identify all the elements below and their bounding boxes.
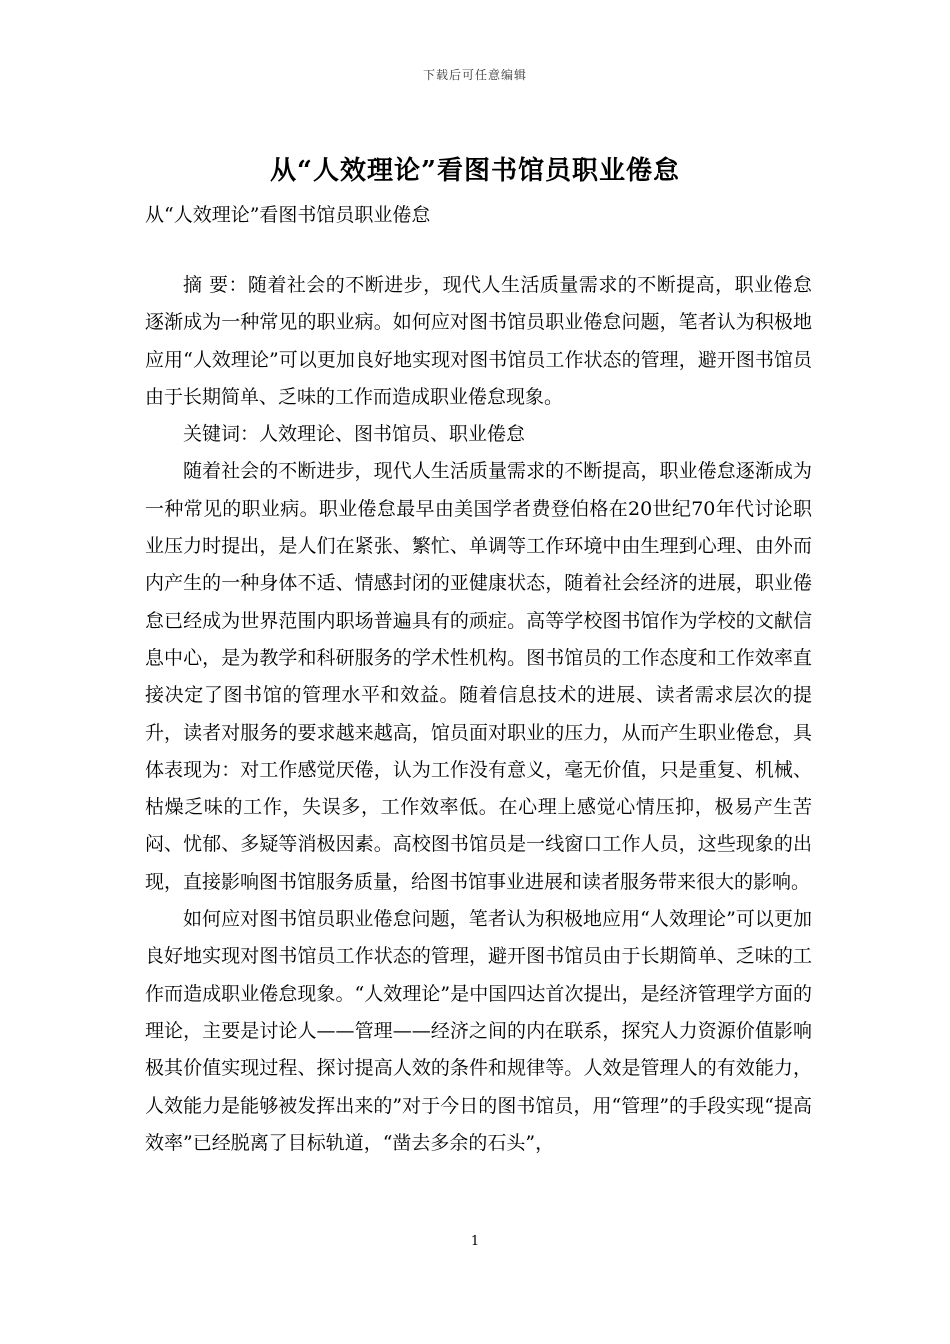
document-body (145, 267, 812, 1162)
page-number: 1 (470, 1234, 480, 1249)
abstract-paragraph: 摘 要：随着社会的不断进步，现代人生活质量需求的不断提高，职业倦怠逐渐成为一种常见的职业病。如何应对图书馆员职业倦怠问题，笔者认为积极地应用“人效理论”可以更加良好地实现对图书馆员工作状态的管理，避开图书馆员由于长期简单、乏味的工作而造成职业倦怠现象。 (145, 274, 812, 408)
document-subtitle: 从“人效理论”看图书馆员职业倦怠 (145, 204, 431, 226)
body-paragraph: 随着社会的不断进步，现代人生活质量需求的不断提高，职业倦怠逐渐成为一种常见的职业病。职业倦怠最早由美国学者费登伯格在20世纪70年代讨论职业压力时提出，是人们在紧张、繁忙、单调等工作环境中由生理到心理、由外而内产生的一种身体不适、情感封闭的亚健康状态，随着社会经济的进展，职业倦怠已经成为世界范围内职场普遍具有的顽症。高等学校图书馆作为学校的文献信息中心，是为教学和科研服务的学术性机构。图书馆员的工作态度和工作效率直接决定了图书馆的管理水平和效益。随着信息技术的进展、读者需求层次的提升，读者对服务的要求越来越高，馆员面对职业的压力，从而产生职业倦怠，具体表现为：对工作感觉厌倦，认为工作没有意义，毫无价值，只是重复、机械、枯燥乏味的工作，失误多，工作效率低。在心理上感觉心情压抑，极易产生苦闷、忧郁、多疑等消极因素。高校图书馆员是一线窗口工作人员，这些现象的出现，直接影响图书馆服务质量，给图书馆事业进展和读者服务带来很大的影响。 (145, 460, 812, 893)
document-title: 从“人效理论”看图书馆员职业倦怠 (270, 156, 680, 186)
body-paragraph: 如何应对图书馆员职业倦怠问题，笔者认为积极地应用“人效理论”可以更加良好地实现对图书馆员工作状态的管理，避开图书馆员由于长期简单、乏味的工作而造成职业倦怠现象。“人效理论”是中国四达首次提出，是经济管理学方面的理论，主要是讨论人——管理——经济之间的内在联系，探究人力资源价值影响极其价值实现过程、探讨提高人效的条件和规律等。人效是管理人的有效能力，人效能力是能够被发挥出来的”对于今日的图书馆员，用“管理”的手段实现“提高效率”已经脱离了目标轨道，“凿去多余的石头”， (145, 908, 812, 1154)
header-note: 下载后可任意编辑 (422, 68, 527, 82)
keywords-line: 关键词：人效理论、图书馆员、职业倦怠 (183, 423, 526, 446)
